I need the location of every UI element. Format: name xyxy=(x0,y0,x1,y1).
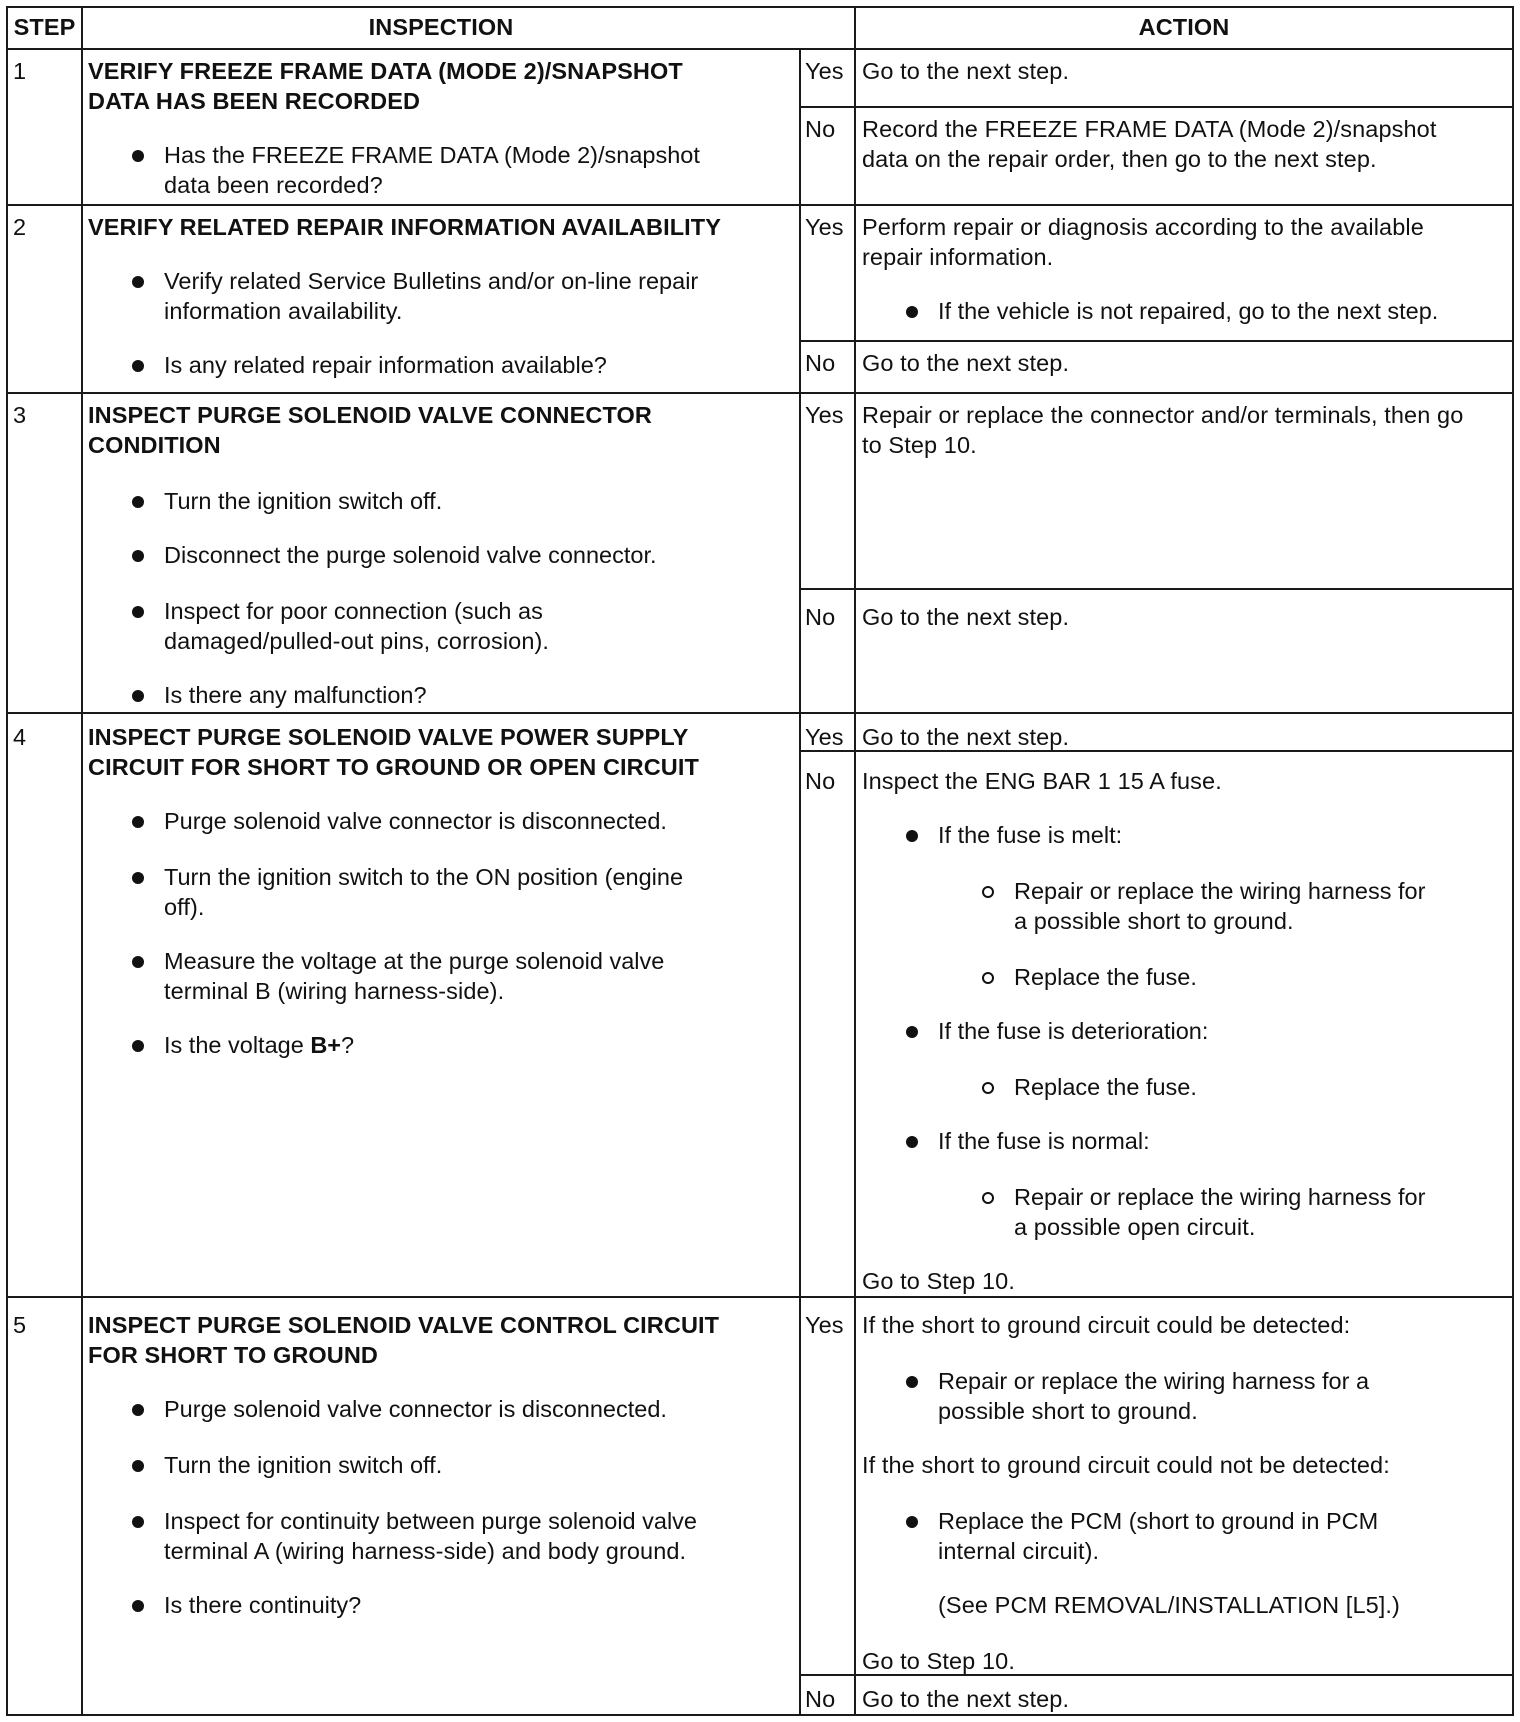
yes-not-detected: If the short to ground circuit could not be detected: xyxy=(862,1452,1390,1478)
yes-label: Yes xyxy=(805,402,844,428)
step-number: 3 xyxy=(13,402,27,428)
yes-label: Yes xyxy=(805,724,844,750)
inspection-bullet: Has the FREEZE FRAME DATA (Mode 2)/snapshot xyxy=(164,142,700,168)
step-title: VERIFY RELATED REPAIR INFORMATION AVAILABILITY xyxy=(88,214,722,240)
no-label: No xyxy=(805,604,836,630)
table-border-left xyxy=(6,6,8,1716)
row-divider-2 xyxy=(6,392,1514,394)
action-bullet-continued: possible short to ground. xyxy=(938,1398,1198,1424)
yes-action: repair information. xyxy=(862,244,1054,270)
action-sub-bullet-continued: a possible open circuit. xyxy=(1014,1214,1256,1240)
no-action-outro: Go to Step 10. xyxy=(862,1268,1015,1294)
reference-link: (See PCM REMOVAL/INSTALLATION [L5].) xyxy=(938,1592,1400,1618)
no-label: No xyxy=(805,768,836,794)
action-bullet: Replace the PCM (short to ground in PCM xyxy=(938,1508,1379,1534)
inspection-bullet-continued: off). xyxy=(164,894,205,920)
inspection-bullet: Turn the ignition switch to the ON position (engine xyxy=(164,864,684,890)
no-action: Record the FREEZE FRAME DATA (Mode 2)/snapshot xyxy=(862,116,1437,142)
step-title: INSPECT PURGE SOLENOID VALVE CONNECTOR xyxy=(88,402,652,428)
step-title: FOR SHORT TO GROUND xyxy=(88,1342,378,1368)
inspection-bullet: Measure the voltage at the purge solenoid valve xyxy=(164,948,665,974)
diagnostic-procedure-table xyxy=(6,6,1514,1716)
yes-no-divider-2 xyxy=(799,340,1514,342)
yes-action: Perform repair or diagnosis according to the available xyxy=(862,214,1424,240)
yes-action: to Step 10. xyxy=(862,432,977,458)
action-sub-bullet: Repair or replace the wiring harness for xyxy=(1014,878,1426,904)
no-label: No xyxy=(805,1686,836,1712)
inspection-bullet-continued: terminal B (wiring harness-side). xyxy=(164,978,505,1004)
action-bullet-continued: internal circuit). xyxy=(938,1538,1100,1564)
inspection-bullet: Purge solenoid valve connector is disconnected. xyxy=(164,808,667,834)
yes-label: Yes xyxy=(805,214,844,240)
action-sub-bullet: Replace the fuse. xyxy=(1014,1074,1197,1100)
inspection-bullet-continued: information availability. xyxy=(164,298,403,324)
step-title: INSPECT PURGE SOLENOID VALVE CONTROL CIRCUIT xyxy=(88,1312,720,1338)
inspection-bullet: Inspect for continuity between purge solenoid valve xyxy=(164,1508,697,1534)
inspection-bullet: Disconnect the purge solenoid valve connector. xyxy=(164,542,657,568)
step-number: 4 xyxy=(13,724,27,750)
inspection-bullet-voltage: Is the voltage B+? xyxy=(164,1032,355,1058)
no-action: Go to the next step. xyxy=(862,604,1070,630)
action-condition: If the fuse is melt: xyxy=(938,822,1123,848)
no-label: No xyxy=(805,350,836,376)
no-action: Go to the next step. xyxy=(862,1686,1070,1712)
action-bullet: Repair or replace the wiring harness for a xyxy=(938,1368,1370,1394)
row-divider-3 xyxy=(6,712,1514,714)
no-label: No xyxy=(805,116,836,142)
column-divider-yesno xyxy=(799,48,801,1716)
yes-action: Repair or replace the connector and/or terminals, then go xyxy=(862,402,1464,428)
table-border-bottom xyxy=(6,1714,1514,1716)
inspection-bullet: Is there any malfunction? xyxy=(164,682,427,708)
inspection-bullet-continued: terminal A (wiring harness-side) and body ground. xyxy=(164,1538,687,1564)
table-border-right xyxy=(1512,6,1514,1716)
action-condition: If the fuse is normal: xyxy=(938,1128,1150,1154)
header-divider xyxy=(6,48,1514,50)
header-step: STEP xyxy=(13,14,76,40)
yes-label: Yes xyxy=(805,58,844,84)
yes-action: Go to the next step. xyxy=(862,58,1070,84)
inspection-bullet: Turn the ignition switch off. xyxy=(164,488,443,514)
step-title: DATA HAS BEEN RECORDED xyxy=(88,88,421,114)
step-title: CONDITION xyxy=(88,432,221,458)
inspection-bullet: Is there continuity? xyxy=(164,1592,362,1618)
inspection-bullet-continued: data been recorded? xyxy=(164,172,383,198)
yes-detected: If the short to ground circuit could be detected: xyxy=(862,1312,1351,1338)
yes-action-outro: Go to Step 10. xyxy=(862,1648,1015,1674)
yes-no-divider-1 xyxy=(799,106,1514,108)
step-title: INSPECT PURGE SOLENOID VALVE POWER SUPPLY xyxy=(88,724,689,750)
step-number: 5 xyxy=(13,1312,27,1338)
header-inspection: INSPECTION xyxy=(368,14,514,40)
inspection-bullet-continued: damaged/pulled-out pins, corrosion). xyxy=(164,628,550,654)
no-action-intro: Inspect the ENG BAR 1 15 A fuse. xyxy=(862,768,1222,794)
action-sub-bullet: Replace the fuse. xyxy=(1014,964,1197,990)
header-action: ACTION xyxy=(1138,14,1230,40)
step-number: 2 xyxy=(13,214,27,240)
inspection-bullet: Is any related repair information available? xyxy=(164,352,607,378)
column-divider-action xyxy=(854,6,856,1716)
inspection-bullet: Inspect for poor connection (such as xyxy=(164,598,543,624)
row-divider-1 xyxy=(6,204,1514,206)
action-sub-bullet: Repair or replace the wiring harness for xyxy=(1014,1184,1426,1210)
yes-no-divider-3 xyxy=(799,588,1514,590)
yes-action: Go to the next step. xyxy=(862,724,1070,750)
step-number: 1 xyxy=(13,58,27,84)
row-divider-4 xyxy=(6,1296,1514,1298)
inspection-bullet: Purge solenoid valve connector is disconnected. xyxy=(164,1396,667,1422)
action-condition: If the fuse is deterioration: xyxy=(938,1018,1209,1044)
inspection-bullet: Verify related Service Bulletins and/or on-line repair xyxy=(164,268,699,294)
yes-label: Yes xyxy=(805,1312,844,1338)
table-border-top xyxy=(6,6,1514,8)
column-divider-step xyxy=(81,6,83,1716)
inspection-bullet: Turn the ignition switch off. xyxy=(164,1452,443,1478)
step-title: CIRCUIT FOR SHORT TO GROUND OR OPEN CIRCUIT xyxy=(88,754,699,780)
action-bullet: If the vehicle is not repaired, go to the next step. xyxy=(938,298,1439,324)
action-sub-bullet-continued: a possible short to ground. xyxy=(1014,908,1294,934)
no-action: data on the repair order, then go to the next step. xyxy=(862,146,1377,172)
step-title: VERIFY FREEZE FRAME DATA (MODE 2)/SNAPSHOT xyxy=(88,58,683,84)
no-action: Go to the next step. xyxy=(862,350,1070,376)
